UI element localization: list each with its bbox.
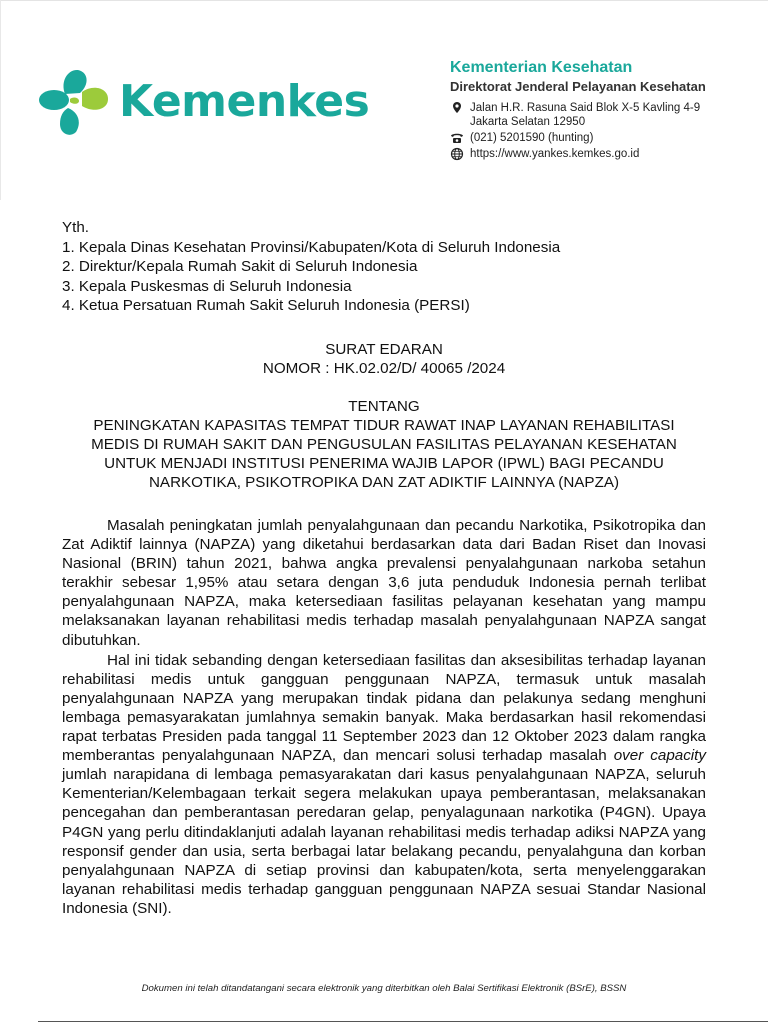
recipients-block	[62, 218, 560, 316]
paragraph-2-italic: over capacity	[613, 747, 706, 765]
organization-header	[450, 58, 750, 163]
address-line-2: Jakarta Selatan 12950	[470, 116, 586, 128]
letter-body	[62, 516, 706, 918]
letter-type: SURAT EDARAN	[325, 341, 443, 358]
letter-number: NOMOR : HK.02.02/D/ 40065 /2024	[262, 360, 506, 377]
phone-number: (021) 5201590 (hunting)	[470, 132, 594, 144]
recipient-item: 3. Kepala Puskesmas di Seluruh Indonesia	[62, 277, 352, 295]
subject-line: UNTUK MENJADI INSTITUSI PENERIMA WAJIB LAPOR (IPWL) BAGI PECANDU	[104, 455, 664, 472]
body-paragraph-2	[62, 651, 706, 918]
recipient-item: 2. Direktur/Kepala Rumah Sakit di Seluruh Indonesia	[62, 258, 418, 275]
subject-line: PENINGKATAN KAPASITAS TEMPAT TIDUR RAWAT INAP LAYANAN REHABILITASI	[93, 417, 675, 434]
phone-icon	[450, 131, 464, 145]
logo-bottom-lobe	[60, 108, 79, 135]
org-subtitle: Direktorat Jenderal Pelayanan Kesehatan	[450, 79, 706, 94]
website-row	[450, 147, 750, 161]
salutation: Yth.	[62, 219, 90, 236]
subject-line: MEDIS DI RUMAH SAKIT DAN PENGUSULAN FASILITAS PELAYANAN KESEHATAN	[91, 436, 677, 453]
paragraph-2-part-a: Hal ini tidak sebanding dengan ketersediaan fasilitas dan aksesibilitas terhadap layanan rehabilitasi medis untuk gangguan penggunaan NAPZA, termasuk untuk masalah penyalahgunaan NAPZA yang merupakan tindak pidana dan pelakunya sedang menghuni lembaga pemasyarakatan jumlahnya semakin banyak. Maka berdasarkan hasil rekomendasi rapat terbatas Presiden pada tanggal 11 September 2023 dan 12 Oktober 2023 dalam rangka memberantas penyalahgunaan NAPZA, dan mencari solusi terhadap masalah	[62, 651, 706, 765]
logo-wordmark: Kemenkes	[119, 76, 370, 127]
location-pin-icon	[450, 101, 464, 115]
logo-top-lobe	[63, 70, 86, 94]
org-title: Kementerian Kesehatan	[450, 59, 633, 76]
address-row	[450, 101, 750, 129]
letter-heading	[60, 340, 708, 378]
page-left-border	[0, 0, 1, 200]
logo-right-lobe	[82, 88, 108, 110]
paragraph-2-part-b: jumlah narapidana di lembaga pemasyarakatan dari kasus penyalahgunaan NAPZA, seluruh Kementerian/Kelembagaan terkait segera melakukan upaya pemberantasan, melaksanakan pencegahan dan pemberantasan peredaran gelap, penyalagunaan narkotika (P4GN). Upaya P4GN yang perlu ditindaklanjuti adalah layanan rehabilitasi medis terhadap adiksi NAPZA yang responsif gender dan usia, serta berbagai latar belakang pecandu, penyalahguna dan korban penyalahgunaan NAPZA di setiap provinsi dan kabupaten/kota, serta menyelenggarakan layanan rehabilitasi medis terhadap gangguan penggunaan NAPZA sesuai Standar Nasional Indonesia (SNI).	[62, 766, 706, 917]
recipient-item: 1. Kepala Dinas Kesehatan Provinsi/Kabupaten/Kota di Seluruh Indonesia	[62, 238, 561, 256]
page-top-border	[0, 0, 768, 1]
body-paragraph-1: Masalah peningkatan jumlah penyalahgunaan dan pecandu Narkotika, Psikotropika dan Zat Adiktif lainnya (NAPZA) yang diketahui berdasarkan data dari Badan Riset dan Inovasi Nasional (BRIN) tahun 2021, bahwa angka prevalensi penyalahgunaan narkoba setahun terakhir sebesar 1,95% atau setara dengan 3,6 juta penduduk Indonesia pernah terlibat penyalahgunaan NAPZA, maka ketersediaan fasilitas pelayanan kesehatan yang mampu melaksanakan layanan rehabilitasi medis terhadap masalah penyalahgunaan NAPZA sangat dibutuhkan.	[62, 517, 706, 649]
address-line-1: Jalan H.R. Rasuna Said Blok X-5 Kavling 4-9	[470, 102, 701, 114]
electronic-signature-note: Dokumen ini telah ditandatangani secara elektronik yang diterbitkan oleh Balai Sertifikasi Elektronik (BSrE), BSSN	[141, 983, 627, 994]
website-link[interactable]: https://www.yankes.kemkes.go.id	[470, 148, 640, 160]
recipient-item: 4. Ketua Persatuan Rumah Sakit Seluruh Indonesia (PERSI)	[62, 297, 470, 314]
logo-center-leaf	[70, 98, 79, 104]
phone-row	[450, 131, 750, 145]
about-label: TENTANG	[348, 398, 420, 415]
subject-line: NARKOTIKA, PSIKOTROPIKA DAN ZAT ADIKTIF LAINNYA (NAPZA)	[148, 474, 620, 491]
page-bottom-border	[38, 1021, 768, 1022]
letter-subject	[60, 397, 708, 492]
logo-left-lobe	[39, 90, 69, 110]
globe-icon	[450, 147, 464, 161]
